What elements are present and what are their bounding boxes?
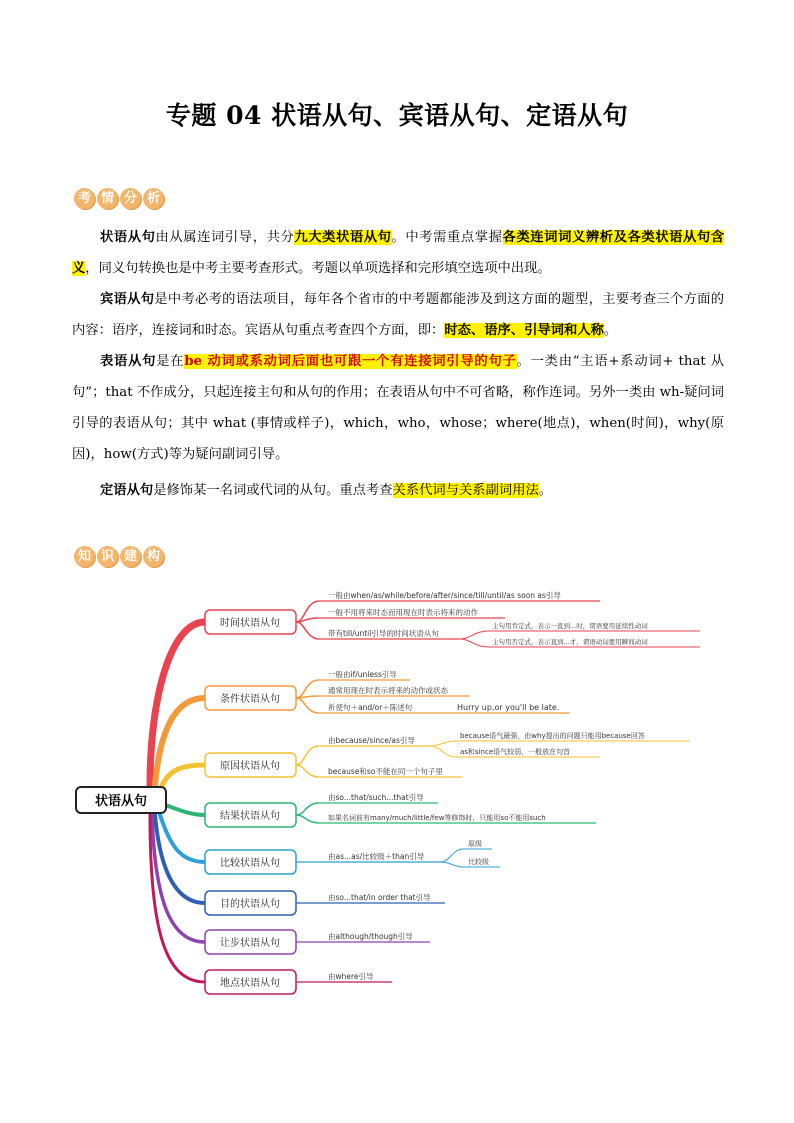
leaf-text: Hurry up,or you'll be late. — [457, 703, 560, 712]
badge-char: 情 — [97, 188, 118, 209]
branch-label: 地点状语从句 — [220, 978, 280, 989]
badge-char: 知 — [74, 546, 95, 567]
branch-nodes — [205, 610, 296, 994]
leaf-text: 一般不用将来时态而用现在时表示将来的动作 — [328, 608, 478, 617]
leaf-text: because和so不能在同一个句子里 — [328, 767, 443, 776]
leaf-text: 一般由if/unless引导 — [328, 670, 397, 679]
page-title: 专题 04 状语从句、宾语从句、定语从句 — [165, 101, 629, 130]
leaf-text: 由as...as/比较级＋than引导 — [328, 852, 425, 861]
branch-label: 条件状语从句 — [220, 694, 280, 705]
badge-char: 分 — [120, 188, 141, 209]
badge-char: 构 — [143, 546, 164, 567]
badge-char: 考 — [74, 188, 95, 209]
badge-char: 识 — [97, 546, 118, 567]
badge-char: 建 — [120, 546, 141, 567]
branch-label: 目的状语从句 — [220, 899, 280, 910]
leaf-text: 由where引导 — [328, 972, 374, 981]
branch-label: 时间状语从句 — [220, 618, 280, 629]
leaf-text: 带有till/until引导的时间状语从句 — [328, 629, 439, 638]
root-label: 状语从句 — [94, 794, 148, 809]
leaf-text: 由although/though引导 — [328, 932, 413, 941]
leaf-text: 主句用否定式，表示直到...才，谓语动词要用瞬间动词 — [492, 638, 648, 646]
branch-label: 让步状语从句 — [220, 938, 280, 949]
leaf-texts — [328, 590, 648, 981]
leaf-text: 通常用现在时表示将来的动作或状态 — [328, 686, 448, 695]
leaf-text: because语气最强，由why提出的问题只能用because回答 — [460, 732, 645, 740]
curves — [150, 601, 488, 982]
leaf-text: 由so...that/such...that引导 — [328, 793, 424, 802]
leaf-text: 由because/since/as引导 — [328, 736, 415, 745]
paragraph-attributive: 定语从句是修饰某一名词或代词的从句。重点考查关系代词与关系副词用法。 — [100, 483, 553, 498]
leaf-text: 祈使句＋and/or＋陈述句 — [328, 703, 413, 712]
leaf-text: 原级 — [468, 840, 482, 848]
paragraph-object: 宾语从句是中考必考的语法项目，每年各个省市的中考题都能涉及到这方面的题型，主要考查三个方面的内容：语序，连接词和时态。宾语从句重点考查四个方面，即：时态、语序、引导词和人称。 — [72, 292, 725, 338]
leaf-text: 一般由when/as/while/before/after/since/till/until/as soon as引导 — [328, 591, 561, 600]
leaf-text: as和since语气较弱，一般放在句首 — [460, 748, 571, 756]
underlines — [296, 601, 700, 982]
paragraph-predicative: 表语从句是在be 动词或系动词后面也可跟一个有连接词引导的句子。一类由“主语+系动词+ that 从句”；that 不作成分，只起连接主句和从句的作用；在表语从句中不可省略，称作连词。另外一类由 wh-疑问词引导的表语从句；其中 what (事情或样子)，which，who，whose；where(地点)，when(时间)，why(原因)，how(方式)等为疑问副词引导。 — [72, 354, 725, 462]
root-node — [76, 787, 166, 813]
leaf-text: 比较级 — [468, 858, 489, 866]
leaf-text: 如果名词前有many/much/little/few等修饰时，只能用so不能用such — [328, 814, 546, 822]
leaf-text: 由so...that/in order that引导 — [328, 893, 431, 902]
leaf-text: 主句用肯定式，表示一直到...时，谓语要用延续性动词 — [492, 622, 648, 630]
branch-label: 结果状语从句 — [220, 811, 280, 822]
branch-label: 比较状语从句 — [220, 858, 280, 869]
paragraph-adverbial: 状语从句由从属连词引导，共分九大类状语从句。中考需重点掌握各类连词词义辨析及各类状语从句含义，同义句转换也是中考主要考查形式。考题以单项选择和完形填空选项中出现。 — [72, 230, 725, 276]
branch-label: 原因状语从句 — [220, 761, 280, 772]
badge-char: 析 — [143, 188, 164, 209]
